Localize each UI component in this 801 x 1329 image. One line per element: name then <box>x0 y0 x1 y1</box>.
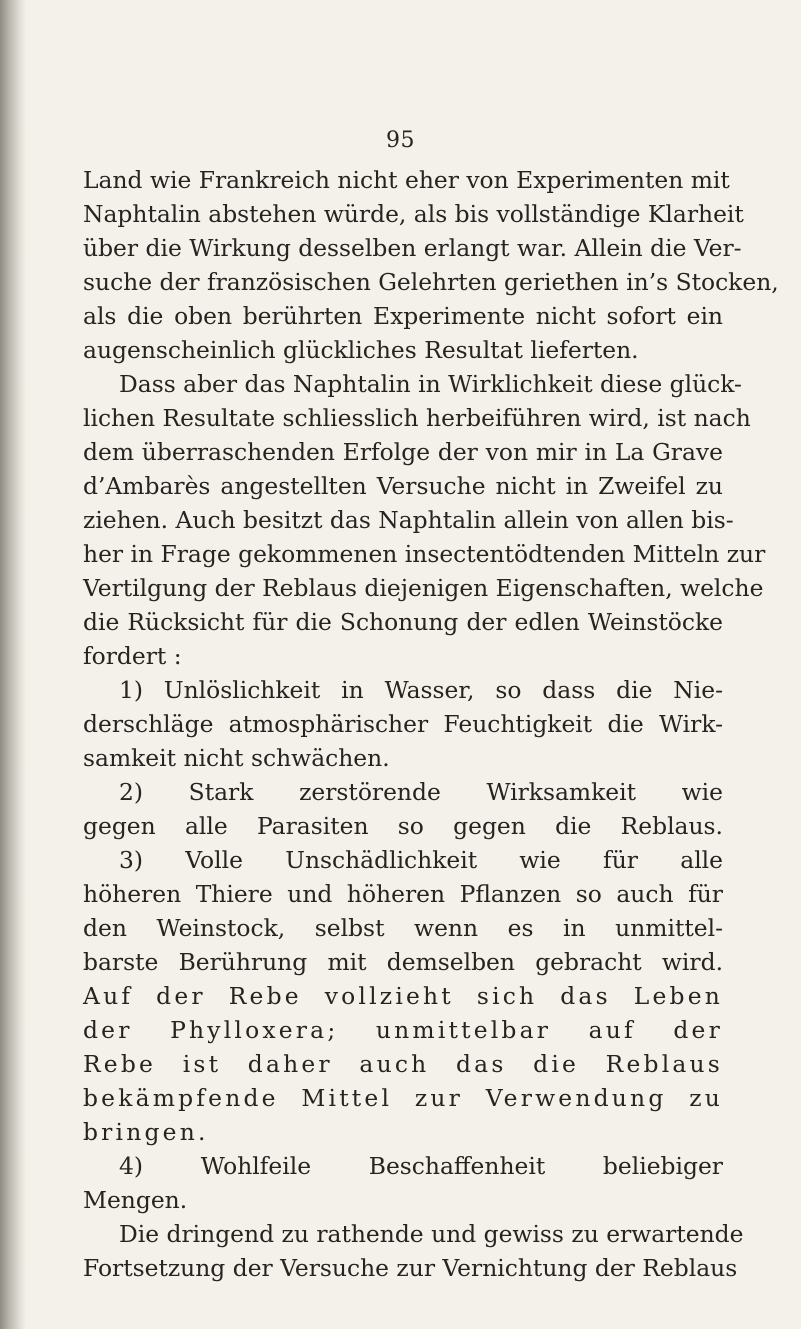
text-line-29: bringen. <box>83 1118 209 1146</box>
text-line-13: Vertilgung der Reblaus diejenigen Eigenschaften, welche <box>83 574 764 602</box>
text-line-4: suche der französischen Gelehrten geriethen in’s Stocken, <box>83 268 779 296</box>
text-line-26: der Phylloxera; unmittelbar auf der <box>83 1016 723 1044</box>
text-line-22: höheren Thiere und höheren Pflanzen so auch für <box>83 880 723 908</box>
text-line-19: 2) Stark zerstörende Wirksamkeit wie <box>119 778 723 806</box>
text-line-32: Die dringend zu rathende und gewiss zu erwartende <box>119 1220 744 1248</box>
text-line-6: augenscheinlich glückliches Resultat lieferten. <box>83 336 639 364</box>
text-line-33: Fortsetzung der Versuche zur Vernichtung der Reblaus <box>83 1254 738 1282</box>
text-line-5: als die oben berührten Experimente nicht sofort ein <box>83 302 723 330</box>
page-number: 95 <box>386 128 415 153</box>
text-line-15: fordert : <box>83 642 182 670</box>
text-line-21: 3) Volle Unschädlichkeit wie für alle <box>119 846 723 874</box>
binding-shadow <box>0 0 26 1329</box>
text-line-2: Naphtalin abstehen würde, als bis vollständige Klarheit <box>83 200 744 228</box>
text-line-17: derschläge atmosphärischer Feuchtigkeit die Wirk- <box>83 710 723 738</box>
text-line-20: gegen alle Parasiten so gegen die Reblaus. <box>83 812 723 840</box>
text-line-10: d’Ambarès angestellten Versuche nicht in Zweifel zu <box>83 472 723 500</box>
text-line-23: den Weinstock, selbst wenn es in unmittel- <box>83 914 723 942</box>
text-line-24: barste Berührung mit demselben gebracht wird. <box>83 948 723 976</box>
text-line-1: Land wie Frankreich nicht eher von Experimenten mit <box>83 166 730 194</box>
text-line-14: die Rücksicht für die Schonung der edlen Weinstöcke <box>83 608 723 636</box>
text-line-7: Dass aber das Naphtalin in Wirklichkeit diese glück- <box>119 370 742 398</box>
text-line-8: lichen Resultate schliesslich herbeiführen wird, ist nach <box>83 404 751 432</box>
text-line-11: ziehen. Auch besitzt das Naphtalin allein von allen bis- <box>83 506 734 534</box>
text-line-9: dem überraschenden Erfolge der von mir in La Grave <box>83 438 723 466</box>
text-line-28: bekämpfende Mittel zur Verwendung zu <box>83 1084 723 1112</box>
text-line-27: Rebe ist daher auch das die Reblaus <box>83 1050 723 1078</box>
text-line-12: her in Frage gekommenen insectentödtenden Mitteln zur <box>83 540 766 568</box>
text-line-31: Mengen. <box>83 1186 188 1214</box>
text-line-18: samkeit nicht schwächen. <box>83 744 390 772</box>
text-line-16: 1) Unlöslichkeit in Wasser, so dass die Nie- <box>119 676 723 704</box>
text-line-3: über die Wirkung desselben erlangt war. Allein die Ver- <box>83 234 742 262</box>
text-line-30: 4) Wohlfeile Beschaffenheit beliebiger <box>119 1152 723 1180</box>
text-line-25: Auf der Rebe vollzieht sich das Leben <box>83 982 723 1010</box>
